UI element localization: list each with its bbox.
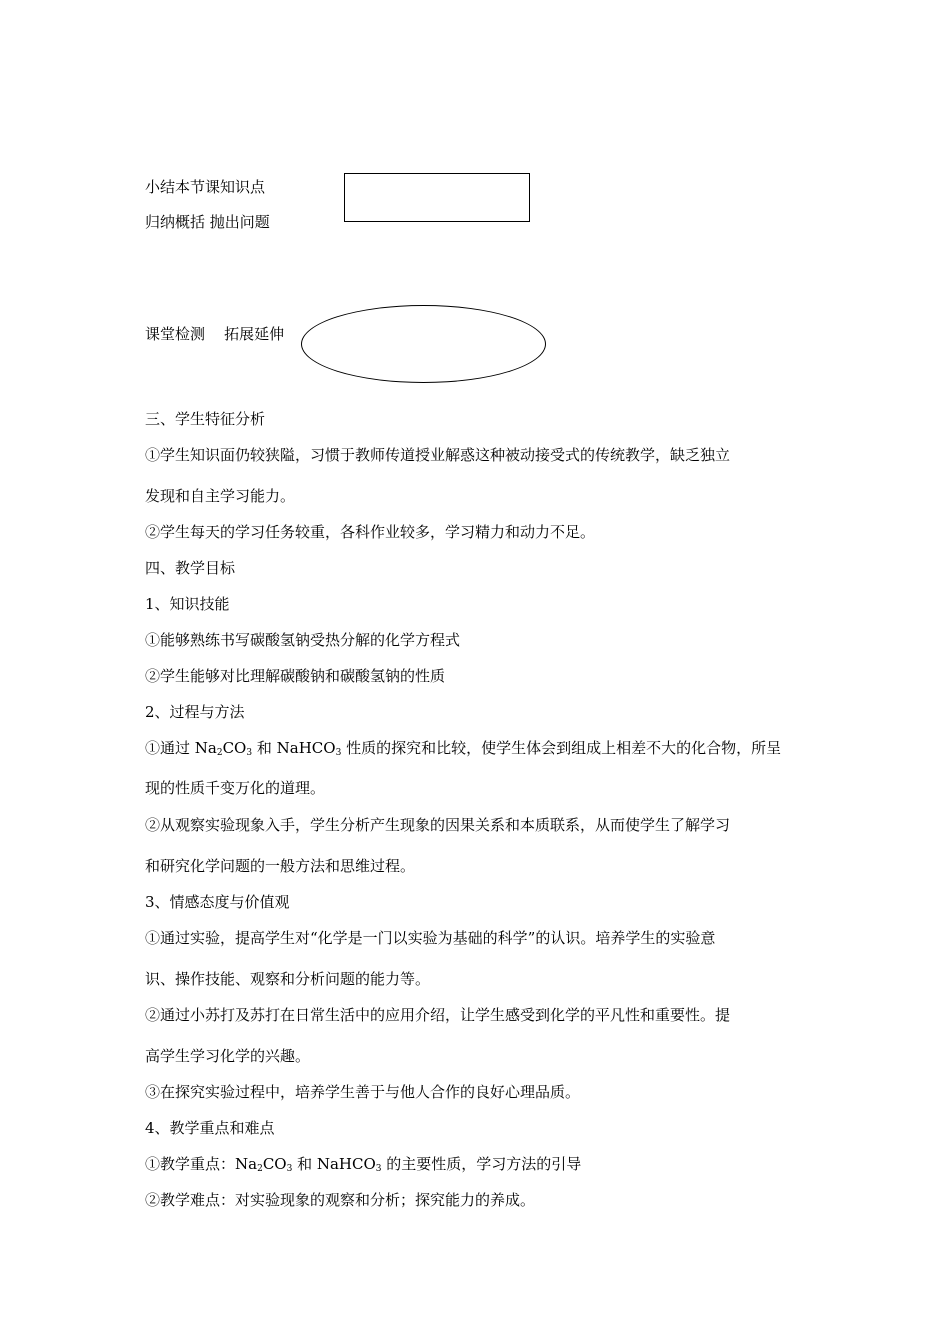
s1-p1: ①能够熟练书写碳酸氢钠受热分解的化学方程式	[145, 631, 461, 649]
section3-heading: 三、学生特征分析	[145, 410, 266, 428]
s4-p1-sub2: 3	[286, 1164, 293, 1174]
s2-p1-sub2: 3	[246, 748, 253, 758]
s3-p1-line2: 识、操作技能、观察和分析问题的能力等。	[145, 970, 431, 988]
s1-heading: 1、知识技能	[145, 595, 230, 613]
s4-p2: ②教学难点：对实验现象的观察和分析；探究能力的养成。	[145, 1191, 536, 1209]
s4-heading: 4、教学重点和难点	[145, 1119, 275, 1137]
s2-p2-line1: ②从观察实验现象入手，学生分析产生现象的因果关系和本质联系，从而使学生了解学习	[145, 816, 731, 834]
s4-p1-sub1: 2	[257, 1164, 263, 1174]
section3-p1-line1: ①学生知识面仍较狭隘，习惯于教师传道授业解惑这种被动接受式的传统教学，缺乏独立	[145, 446, 731, 464]
section3-p1-line2: 发现和自主学习能力。	[145, 487, 296, 505]
flow-induction-label: 归纳概括 抛出问题	[145, 213, 270, 231]
s2-p1-text-d: 性质的探究和比较，使学生体会到组成上相差不大的化合物，所呈	[341, 739, 782, 757]
s4-p1-text-d: 的主要性质，学习方法的引导	[381, 1155, 582, 1173]
s2-p1-line1	[145, 738, 781, 758]
s2-p1-text-b: CO	[222, 739, 247, 757]
s2-p1-line2: 现的性质千变万化的道理。	[145, 779, 326, 797]
section4-heading: 四、教学目标	[145, 559, 236, 577]
s3-heading: 3、情感态度与价值观	[145, 893, 290, 911]
flow-summary-label: 小结本节课知识点	[145, 178, 266, 196]
s2-p1-text-a: ①通过 Na	[145, 739, 217, 757]
s3-p3: ③在探究实验过程中，培养学生善于与他人合作的良好心理品质。	[145, 1083, 581, 1101]
flow-rectangle-box	[344, 173, 530, 222]
s2-heading: 2、过程与方法	[145, 703, 245, 721]
flow-check-label: 课堂检测 拓展延伸	[145, 325, 285, 343]
s4-p1	[145, 1154, 581, 1174]
s2-p1-sub3: 3	[335, 748, 342, 758]
s2-p1-text-c: 和 NaHCO	[252, 739, 336, 757]
section3-p2: ②学生每天的学习任务较重，各科作业较多，学习精力和动力不足。	[145, 523, 596, 541]
s4-p1-text-c: 和 NaHCO	[292, 1155, 376, 1173]
s4-p1-sub3: 3	[375, 1164, 382, 1174]
s2-p1-sub1: 2	[216, 748, 223, 758]
s3-p1-line1: ①通过实验，提高学生对“化学是一门以实验为基础的科学”的认识。培养学生的实验意	[145, 929, 716, 947]
s2-p2-line2: 和研究化学问题的一般方法和思维过程。	[145, 857, 416, 875]
s4-p1-text-b: CO	[262, 1155, 287, 1173]
s1-p2: ②学生能够对比理解碳酸钠和碳酸氢钠的性质	[145, 667, 446, 685]
s4-p1-text-a: ①教学重点：Na	[145, 1155, 258, 1173]
flow-oval-shape	[301, 305, 546, 383]
s3-p2-line1: ②通过小苏打及苏打在日常生活中的应用介绍，让学生感受到化学的平凡性和重要性。提	[145, 1006, 731, 1024]
s3-p2-line2: 高学生学习化学的兴趣。	[145, 1047, 311, 1065]
